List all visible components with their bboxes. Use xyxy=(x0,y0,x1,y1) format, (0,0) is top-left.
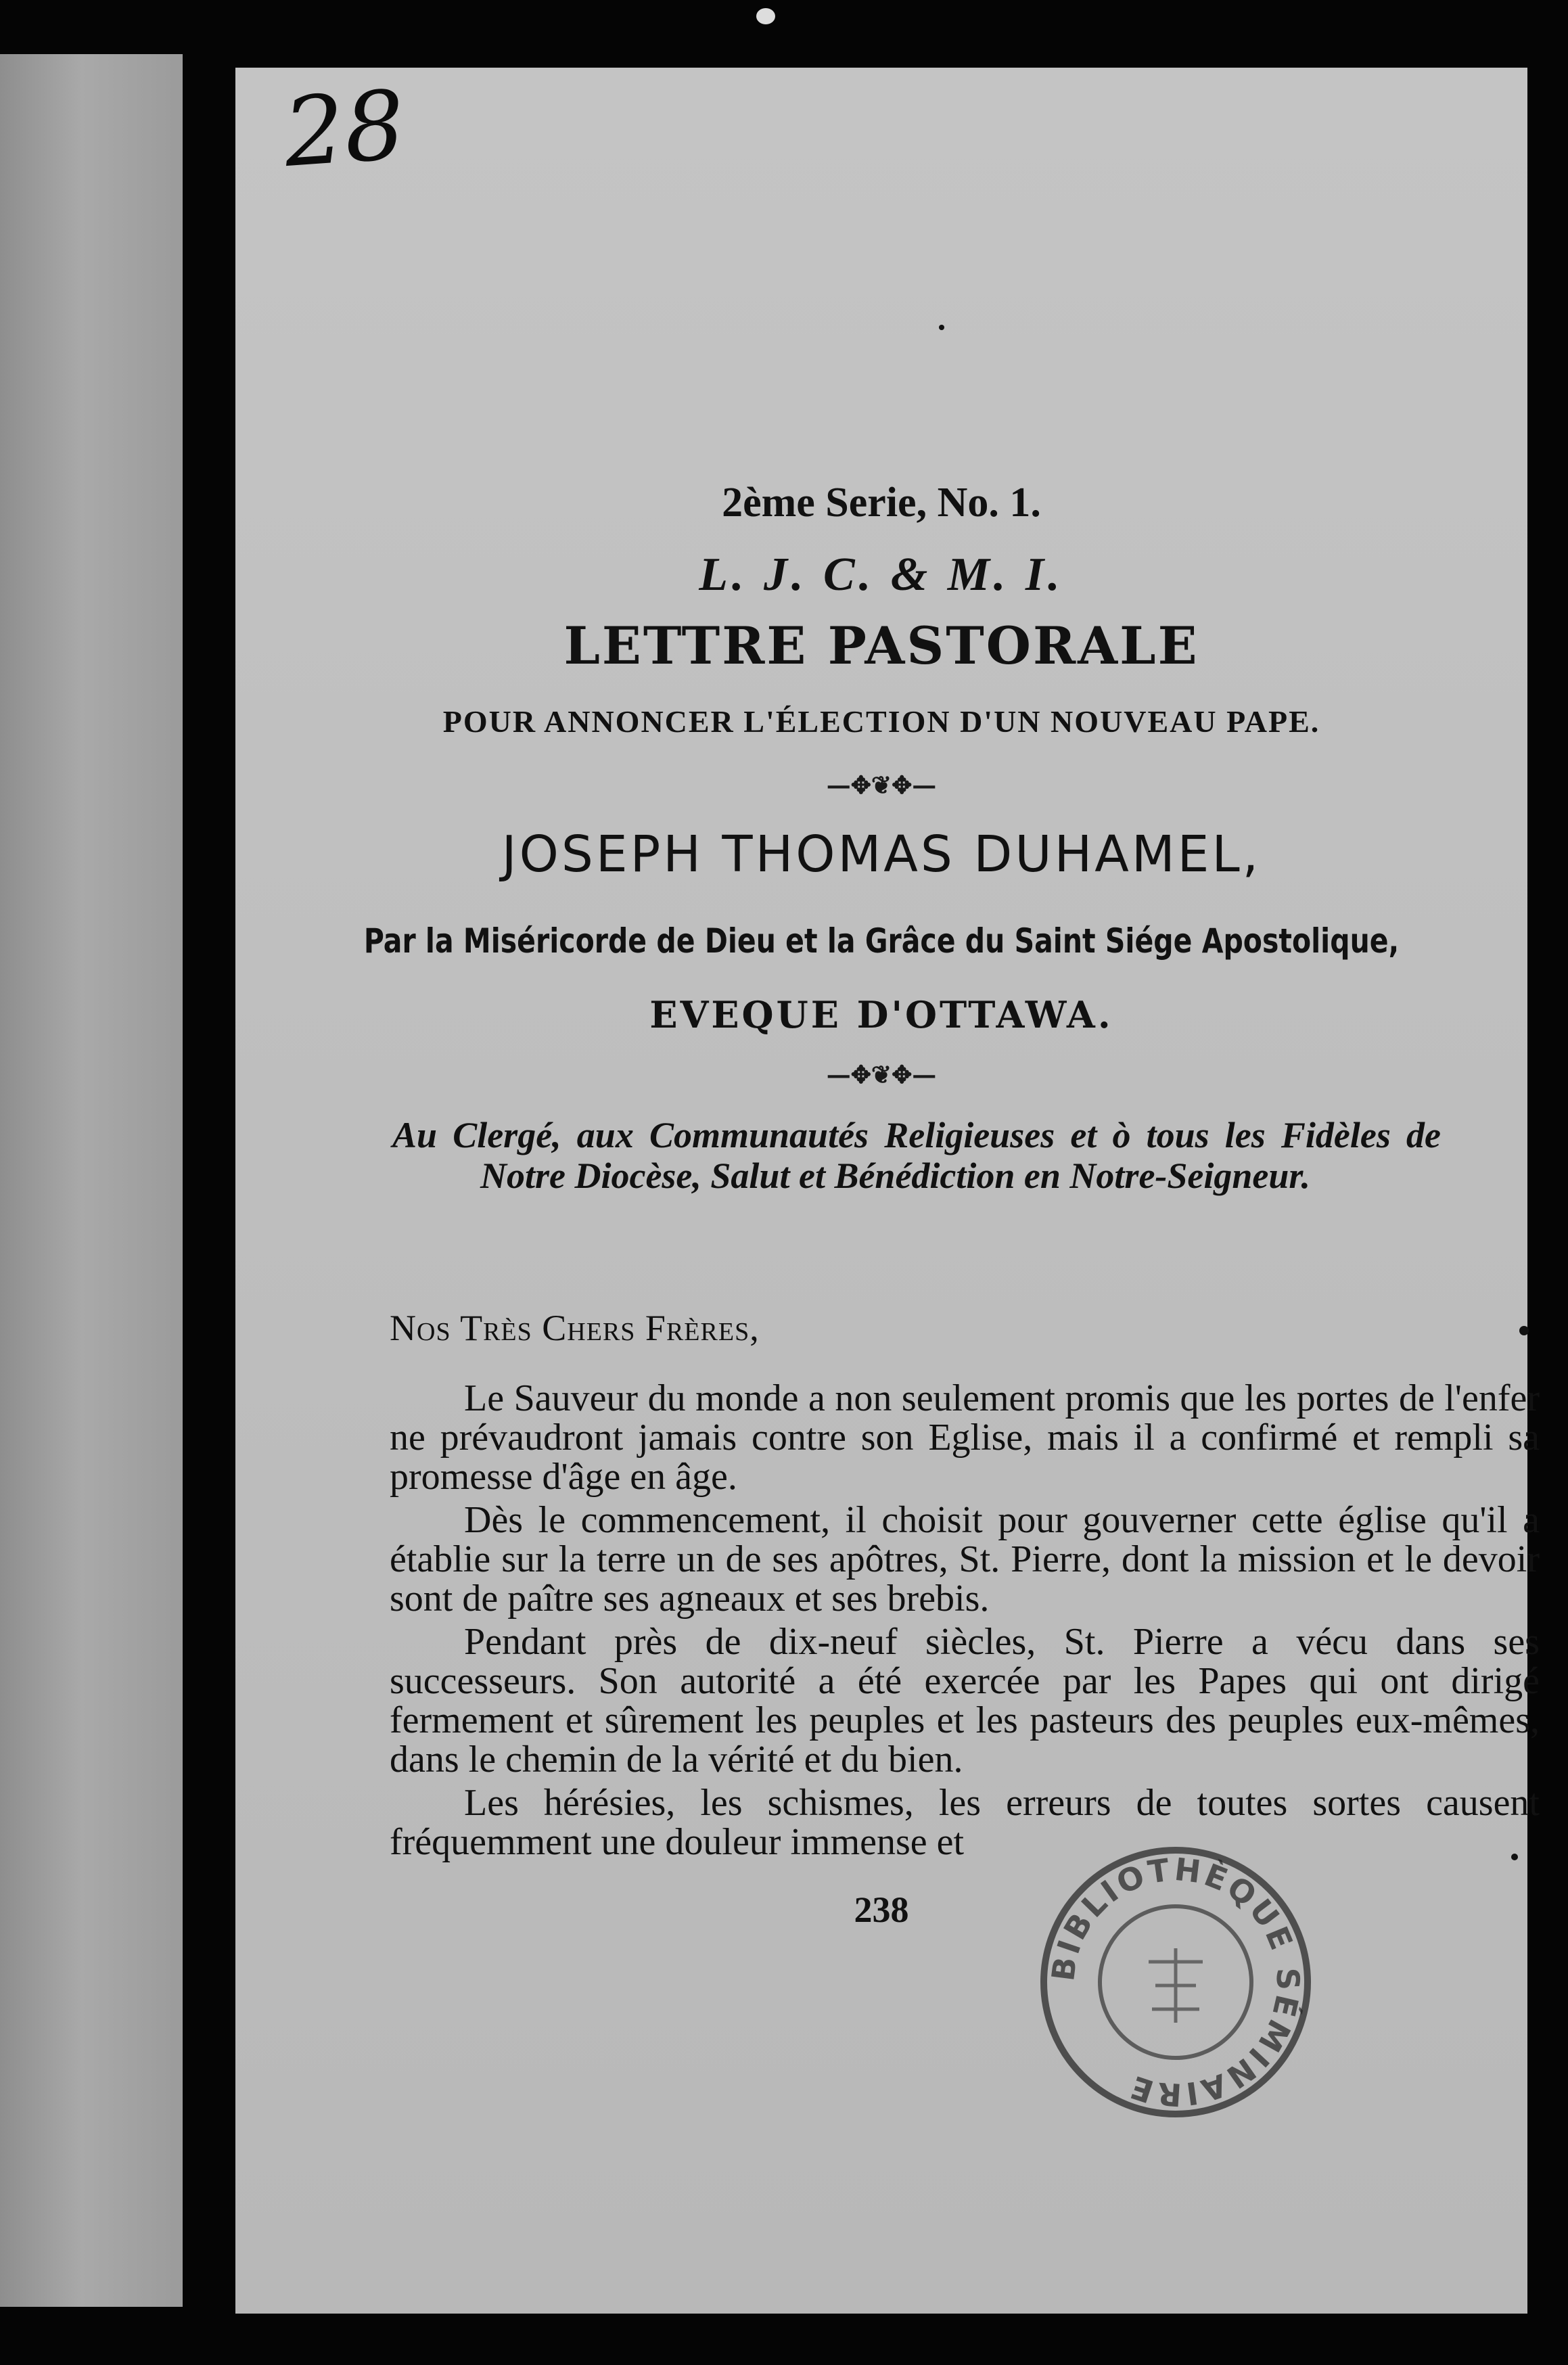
paper-speck xyxy=(939,325,944,330)
paragraph: Pendant près de dix-neuf siècles, St. Pierre a vécu dans ses successeurs. Son autorité a été exercée par les Papes qui ont dirigé fermement et sûrement les peuples et les pasteurs des peuples eux-mêmes, dans le chemin de la vérité et du bien. xyxy=(390,1621,1540,1781)
body-text xyxy=(390,1379,1540,1866)
author-office: EVEQUE D'OTTAWA. xyxy=(649,993,1113,1036)
facing-page-edge xyxy=(0,54,183,2307)
paragraph: Les hérésies, les schismes, les erreurs de toutes sortes causent fréquemment une douleur immense et xyxy=(390,1782,1540,1863)
invocation-line: L. J. C. & M. I. xyxy=(699,549,1064,601)
paragraph: Le Sauveur du monde a non seulement promis que les portes de l'enfer ne prévaudront jamais contre son Eglise, mais il a confirmé et rempli sa promesse d'âge en âge. xyxy=(390,1377,1540,1498)
paper-speck xyxy=(1511,1854,1518,1860)
series-line: 2ème Serie, No. 1. xyxy=(722,480,1041,526)
salutation: Nos Très Chers Frères, xyxy=(390,1308,760,1348)
page-number: 238 xyxy=(854,1889,909,1930)
handwritten-number: 28 xyxy=(280,70,409,189)
author-title-line: Par la Miséricorde de Dieu et la Grâce du Saint Siége Apostolique, xyxy=(363,921,1400,961)
document-page xyxy=(235,68,1540,2314)
paragraph: Dès le commencement, il choisit pour gouverner cette église qu'il a établie sur la terre un de ses apôtres, St. Pierre, dont la mission et le devoir sont de paître ses agneaux et ses brebis. xyxy=(390,1499,1540,1620)
document-subtitle: POUR ANNONCER L'ÉLECTION D'UN NOUVEAU PAPE. xyxy=(442,704,1320,739)
ornament-divider-bottom: —✥❦✥— xyxy=(826,1061,937,1089)
library-stamp xyxy=(1034,1840,1318,2124)
stamp-text: BIBLIOTHÈQUE SÉMINAIRE xyxy=(1044,1850,1307,2113)
author-name: JOSEPH THOMAS DUHAMEL, xyxy=(501,825,1262,883)
paper-speck xyxy=(1519,1326,1529,1335)
scan-mark-icon xyxy=(756,8,775,24)
ornament-divider-top: —✥❦✥— xyxy=(826,771,937,800)
document-title: LETTRE PASTORALE xyxy=(563,616,1199,676)
address-paragraph: Au Clergé, aux Communautés Religieuses et ò tous les Fidèles de Notre Diocèse, Salut et Bénédiction en Notre-Seigneur. xyxy=(392,1115,1441,1196)
gutter-shadow xyxy=(183,41,235,2327)
